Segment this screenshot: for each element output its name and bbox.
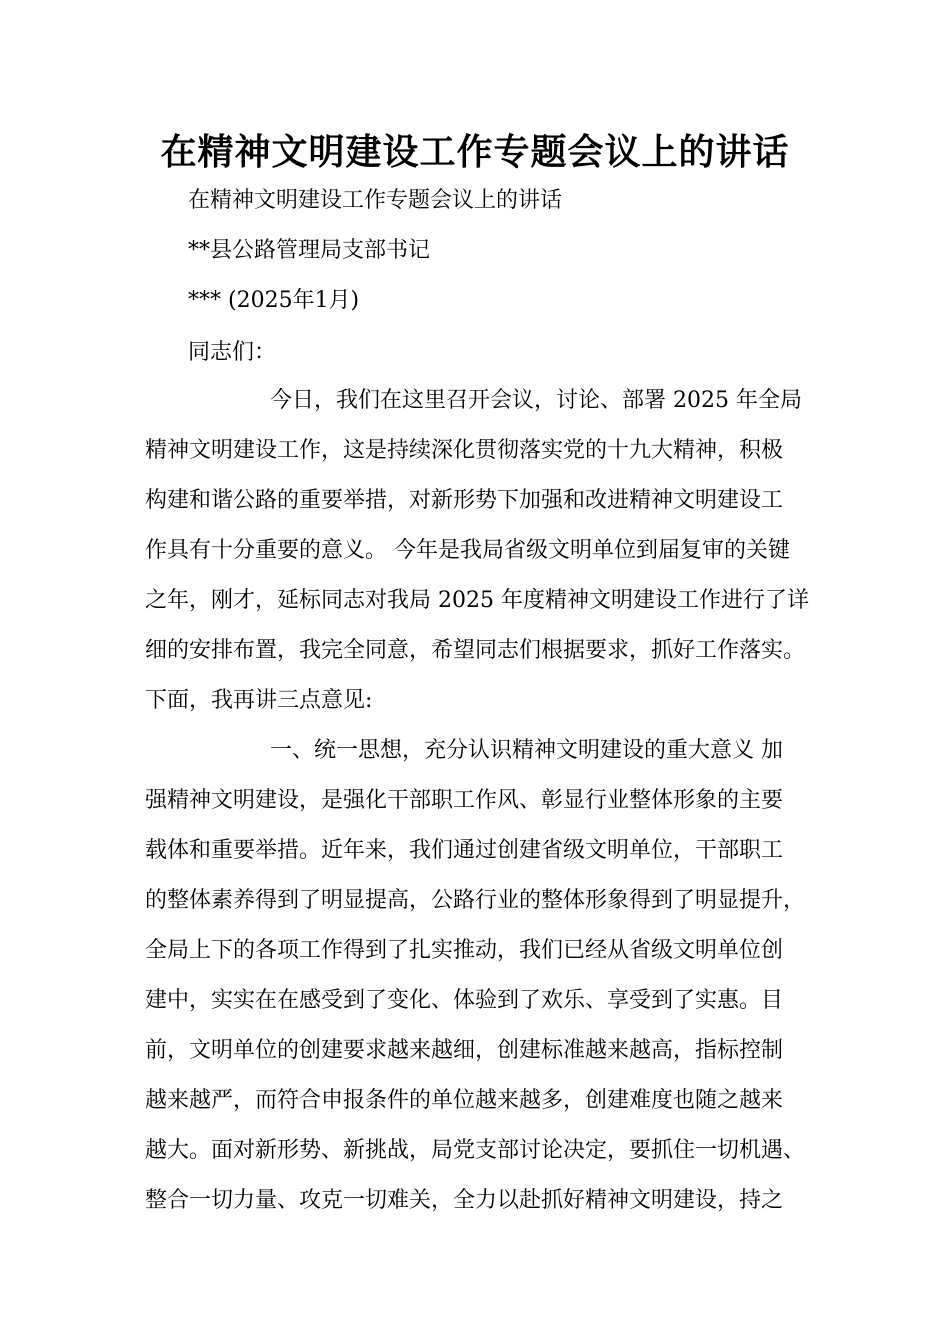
author-unit: **县公路管理局支部书记 (188, 238, 431, 263)
author-date: *** (2025年1月) (188, 288, 360, 313)
paragraph-line: 的整体素养得到了明显提高，公路行业的整体形象得到了明显提升， (145, 888, 806, 913)
paragraph-line: 细的安排布置，我完全同意，希望同志们根据要求，抓好工作落实。 (145, 638, 806, 663)
paragraph-line: 之年，刚才，延标同志对我局 2025 年度精神文明建设工作进行了详 (145, 588, 809, 613)
paragraph-line: 今日，我们在这里召开会议，讨论、部署 2025 年全局 (270, 388, 802, 413)
paragraph-line: 载体和重要举措。近年来，我们通过创建省级文明单位，干部职工 (145, 838, 784, 863)
paragraph-line: 越来越严，而符合申报条件的单位越来越多，创建难度也随之越来 (145, 1088, 784, 1113)
paragraph-line: 建中，实实在在感受到了变化、体验到了欢乐、享受到了实惠。目 (145, 988, 784, 1013)
paragraph-line: 下面，我再讲三点意见: (145, 688, 373, 713)
paragraph-line: 全局上下的各项工作得到了扎实推动，我们已经从省级文明单位创 (145, 938, 784, 963)
paragraph-line: 构建和谐公路的重要举措，对新形势下加强和改进精神文明建设工 (145, 488, 784, 513)
paragraph-line: 作具有十分重要的意义。 今年是我局省级文明单位到届复审的关键 (145, 538, 790, 563)
paragraph-line: 越大。面对新形势、新挑战，局党支部讨论决定，要抓住一切机遇、 (145, 1138, 806, 1163)
paragraph-line: 一、统一思想，充分认识精神文明建设的重大意义 加 (270, 738, 783, 763)
salutation: 同志们： (188, 340, 277, 365)
paragraph-line: 强精神文明建设，是强化干部职工作风、彰显行业整体形象的主要 (145, 788, 784, 813)
page-title: 在精神文明建设工作专题会议上的讲话 (160, 132, 790, 173)
paragraph-line: 精神文明建设工作，这是持续深化贯彻落实党的十九大精神，积极 (145, 438, 784, 463)
paragraph-line: 整合一切力量、攻克一切难关，全力以赴抓好精神文明建设，持之 (145, 1188, 784, 1213)
paragraph-line: 前，文明单位的创建要求越来越细，创建标准越来越高，指标控制 (145, 1038, 784, 1063)
subtitle: 在精神文明建设工作专题会议上的讲话 (188, 188, 563, 213)
